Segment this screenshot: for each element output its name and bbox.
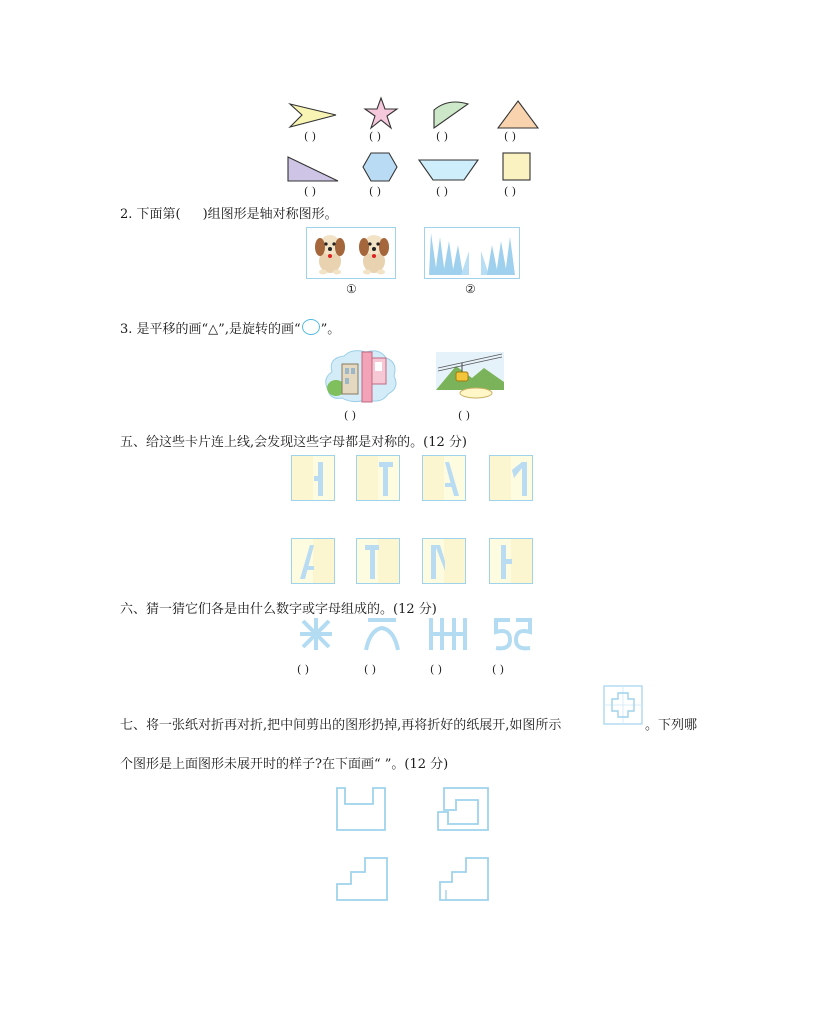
q6-paren-2[interactable]: ( ) bbox=[364, 663, 377, 676]
q1-paren-5[interactable]: ( ) bbox=[304, 185, 317, 198]
q2-text-before: 2. 下面第( bbox=[120, 207, 181, 222]
q2-label-1: ① bbox=[346, 282, 357, 296]
spikes-icon bbox=[427, 231, 517, 277]
letter-card-bottom-3[interactable] bbox=[422, 538, 466, 584]
q6-title: 六、猜一猜它们各是由什么数字或字母组成的。(12 分) bbox=[120, 602, 437, 617]
q6-paren-1[interactable]: ( ) bbox=[297, 663, 310, 676]
q7-option-3[interactable] bbox=[335, 854, 389, 902]
trapezoid-shape-icon bbox=[418, 158, 480, 182]
arrowhead-shape-icon bbox=[288, 100, 338, 130]
q2-figure-2[interactable] bbox=[424, 227, 520, 279]
q3-text-b: ”。 bbox=[320, 322, 341, 337]
circle-icon bbox=[302, 319, 320, 335]
star-shape-icon bbox=[364, 97, 398, 129]
q6-paren-3[interactable]: ( ) bbox=[430, 663, 443, 676]
q1-paren-7[interactable]: ( ) bbox=[436, 185, 449, 198]
q1-paren-3[interactable]: ( ) bbox=[436, 130, 449, 143]
q2-text-after: )组图形是轴对称图形。 bbox=[202, 207, 338, 222]
q6-paren-4[interactable]: ( ) bbox=[492, 663, 505, 676]
q7-option-4[interactable] bbox=[438, 854, 490, 902]
letter-card-top-2[interactable] bbox=[356, 455, 400, 501]
mirrored-glyph-3-icon bbox=[426, 616, 470, 652]
q1-paren-1[interactable]: ( ) bbox=[304, 130, 317, 143]
q7-option-2[interactable] bbox=[436, 786, 490, 832]
q1-paren-8[interactable]: ( ) bbox=[504, 185, 517, 198]
triangle-shape-icon bbox=[496, 100, 540, 130]
letter-card-bottom-1[interactable] bbox=[291, 538, 335, 584]
q7-line-1: 七、将一张纸对折再对折,把中间剪出的图形扔掉,再将折好的纸展开,如图所示 bbox=[120, 718, 562, 733]
q1-paren-2[interactable]: ( ) bbox=[369, 130, 382, 143]
letter-card-top-4[interactable] bbox=[489, 455, 533, 501]
mirrored-glyph-2-icon bbox=[362, 616, 402, 652]
q1-paren-4[interactable]: ( ) bbox=[504, 130, 517, 143]
letter-card-top-3[interactable] bbox=[422, 455, 466, 501]
q5-title: 五、给这些卡片连上线,会发现这些字母都是对称的。(12 分) bbox=[120, 435, 467, 450]
mirrored-glyph-4-icon bbox=[490, 616, 536, 652]
puppy-icon bbox=[355, 231, 393, 275]
q3-paren-1[interactable]: ( ) bbox=[344, 409, 357, 422]
mirrored-glyph-1-icon bbox=[296, 616, 336, 652]
q7-option-1[interactable] bbox=[335, 786, 387, 832]
q2-figure-1[interactable] bbox=[306, 227, 396, 279]
right-triangle-shape-icon bbox=[286, 155, 340, 183]
q7-line-2: 个图形是上面图形未展开时的样子?在下面画“ ”。(12 分) bbox=[120, 757, 449, 772]
letter-card-bottom-2[interactable] bbox=[356, 538, 400, 584]
cable-car-mountain-icon bbox=[436, 352, 504, 400]
unfolded-paper-icon bbox=[603, 685, 643, 725]
hexagon-shape-icon bbox=[362, 151, 398, 183]
q7-line-1-end: 。下列哪 bbox=[645, 718, 698, 733]
elevator-building-icon bbox=[322, 348, 398, 404]
puppy-icon bbox=[311, 231, 349, 275]
q2-label-2: ② bbox=[465, 282, 476, 296]
fan-shape-icon bbox=[430, 98, 470, 130]
q3-question bbox=[120, 318, 340, 337]
q3-paren-2[interactable]: ( ) bbox=[458, 409, 471, 422]
letter-card-bottom-4[interactable] bbox=[489, 538, 533, 584]
q3-text-a: 3. 是平移的画“△”,是旋转的画“ bbox=[120, 322, 301, 337]
q1-paren-6[interactable]: ( ) bbox=[369, 185, 382, 198]
letter-card-top-1[interactable] bbox=[291, 455, 335, 501]
q2-question bbox=[120, 203, 338, 222]
square-shape-icon bbox=[502, 152, 532, 182]
